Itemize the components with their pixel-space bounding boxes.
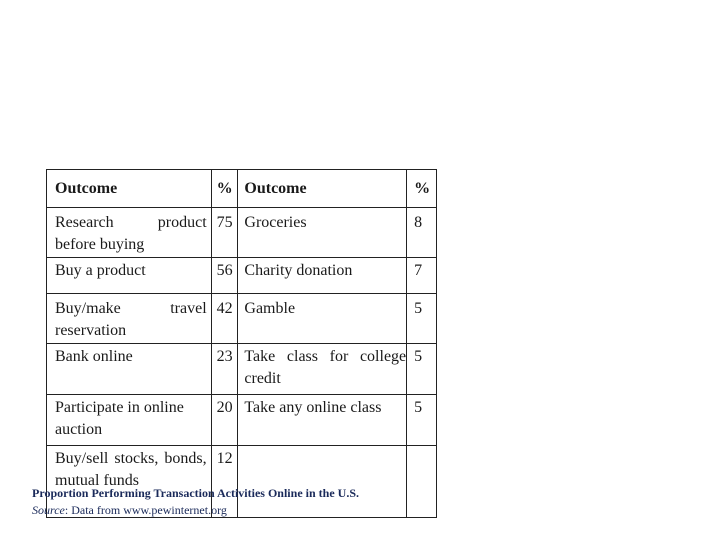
source-note: [32, 503, 227, 518]
outcome-cell: Buy/sell stocks, bonds, mutual funds: [47, 446, 212, 518]
transaction-activities-table: [46, 169, 437, 518]
header-outcome-2: Outcome: [238, 170, 407, 208]
header-pct-2: %: [407, 170, 437, 208]
table-row: [47, 344, 437, 395]
pct-cell: 20: [211, 395, 238, 446]
pct-cell: 75: [211, 208, 238, 258]
source-label: Source: [32, 503, 65, 517]
table-row: [47, 258, 437, 294]
pct-cell: [407, 446, 437, 518]
pct-cell: 23: [211, 344, 238, 395]
table-row: [47, 395, 437, 446]
pct-cell: 12: [211, 446, 238, 518]
outcome-cell: Take class for college credit: [238, 344, 407, 395]
pct-cell: 7: [407, 258, 437, 294]
table-row: [47, 294, 437, 344]
header-pct-1: %: [211, 170, 238, 208]
outcome-cell: Buy a product: [47, 258, 212, 294]
outcome-cell: [238, 446, 407, 518]
pct-cell: 56: [211, 258, 238, 294]
outcome-cell: Gamble: [238, 294, 407, 344]
source-text: : Data from www.pewinternet.org: [64, 503, 227, 517]
table-caption: Proportion Performing Transaction Activities Online in the U.S.: [32, 486, 359, 500]
outcome-cell: Take any online class: [238, 395, 407, 446]
pct-cell: 42: [211, 294, 238, 344]
outcome-cell: Groceries: [238, 208, 407, 258]
outcome-cell: Research product before buying: [47, 208, 212, 258]
pct-cell: 8: [407, 208, 437, 258]
pct-cell: 5: [407, 395, 437, 446]
pct-cell: 5: [407, 344, 437, 395]
outcome-cell: Charity donation: [238, 258, 407, 294]
outcome-cell: Bank online: [47, 344, 212, 395]
table-row: [47, 208, 437, 258]
table-header-row: [47, 170, 437, 208]
outcome-cell: Buy/make travel reservation: [47, 294, 212, 344]
header-outcome-1: Outcome: [47, 170, 212, 208]
pct-cell: 5: [407, 294, 437, 344]
outcome-cell: Participate in online auction: [47, 395, 212, 446]
